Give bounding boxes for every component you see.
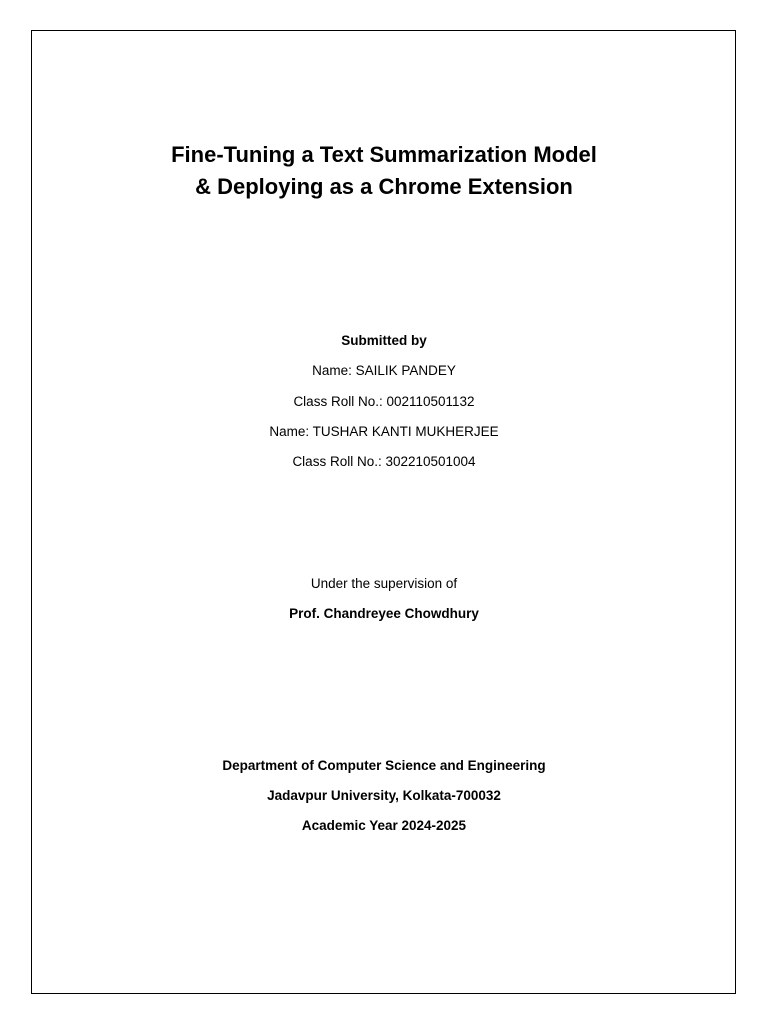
- report-title-line-2: & Deploying as a Chrome Extension: [195, 174, 573, 199]
- student-1-name: Name: SAILIK PANDEY: [312, 363, 456, 378]
- university-name: Jadavpur University, Kolkata-700032: [267, 788, 501, 803]
- student-2-roll: Class Roll No.: 302210501004: [292, 454, 476, 469]
- supervisor-name: Prof. Chandreyee Chowdhury: [289, 606, 479, 621]
- supervision-label: Under the supervision of: [310, 576, 458, 591]
- department-name: Department of Computer Science and Engineering: [222, 758, 546, 773]
- student-1-roll: Class Roll No.: 002110501132: [293, 394, 475, 409]
- submitted-by-label: Submitted by: [341, 333, 427, 348]
- report-title-line-1: Fine-Tuning a Text Summarization Model: [171, 142, 597, 167]
- student-2-name: Name: TUSHAR KANTI MUKHERJEE: [269, 424, 499, 439]
- academic-year: Academic Year 2024-2025: [301, 818, 467, 833]
